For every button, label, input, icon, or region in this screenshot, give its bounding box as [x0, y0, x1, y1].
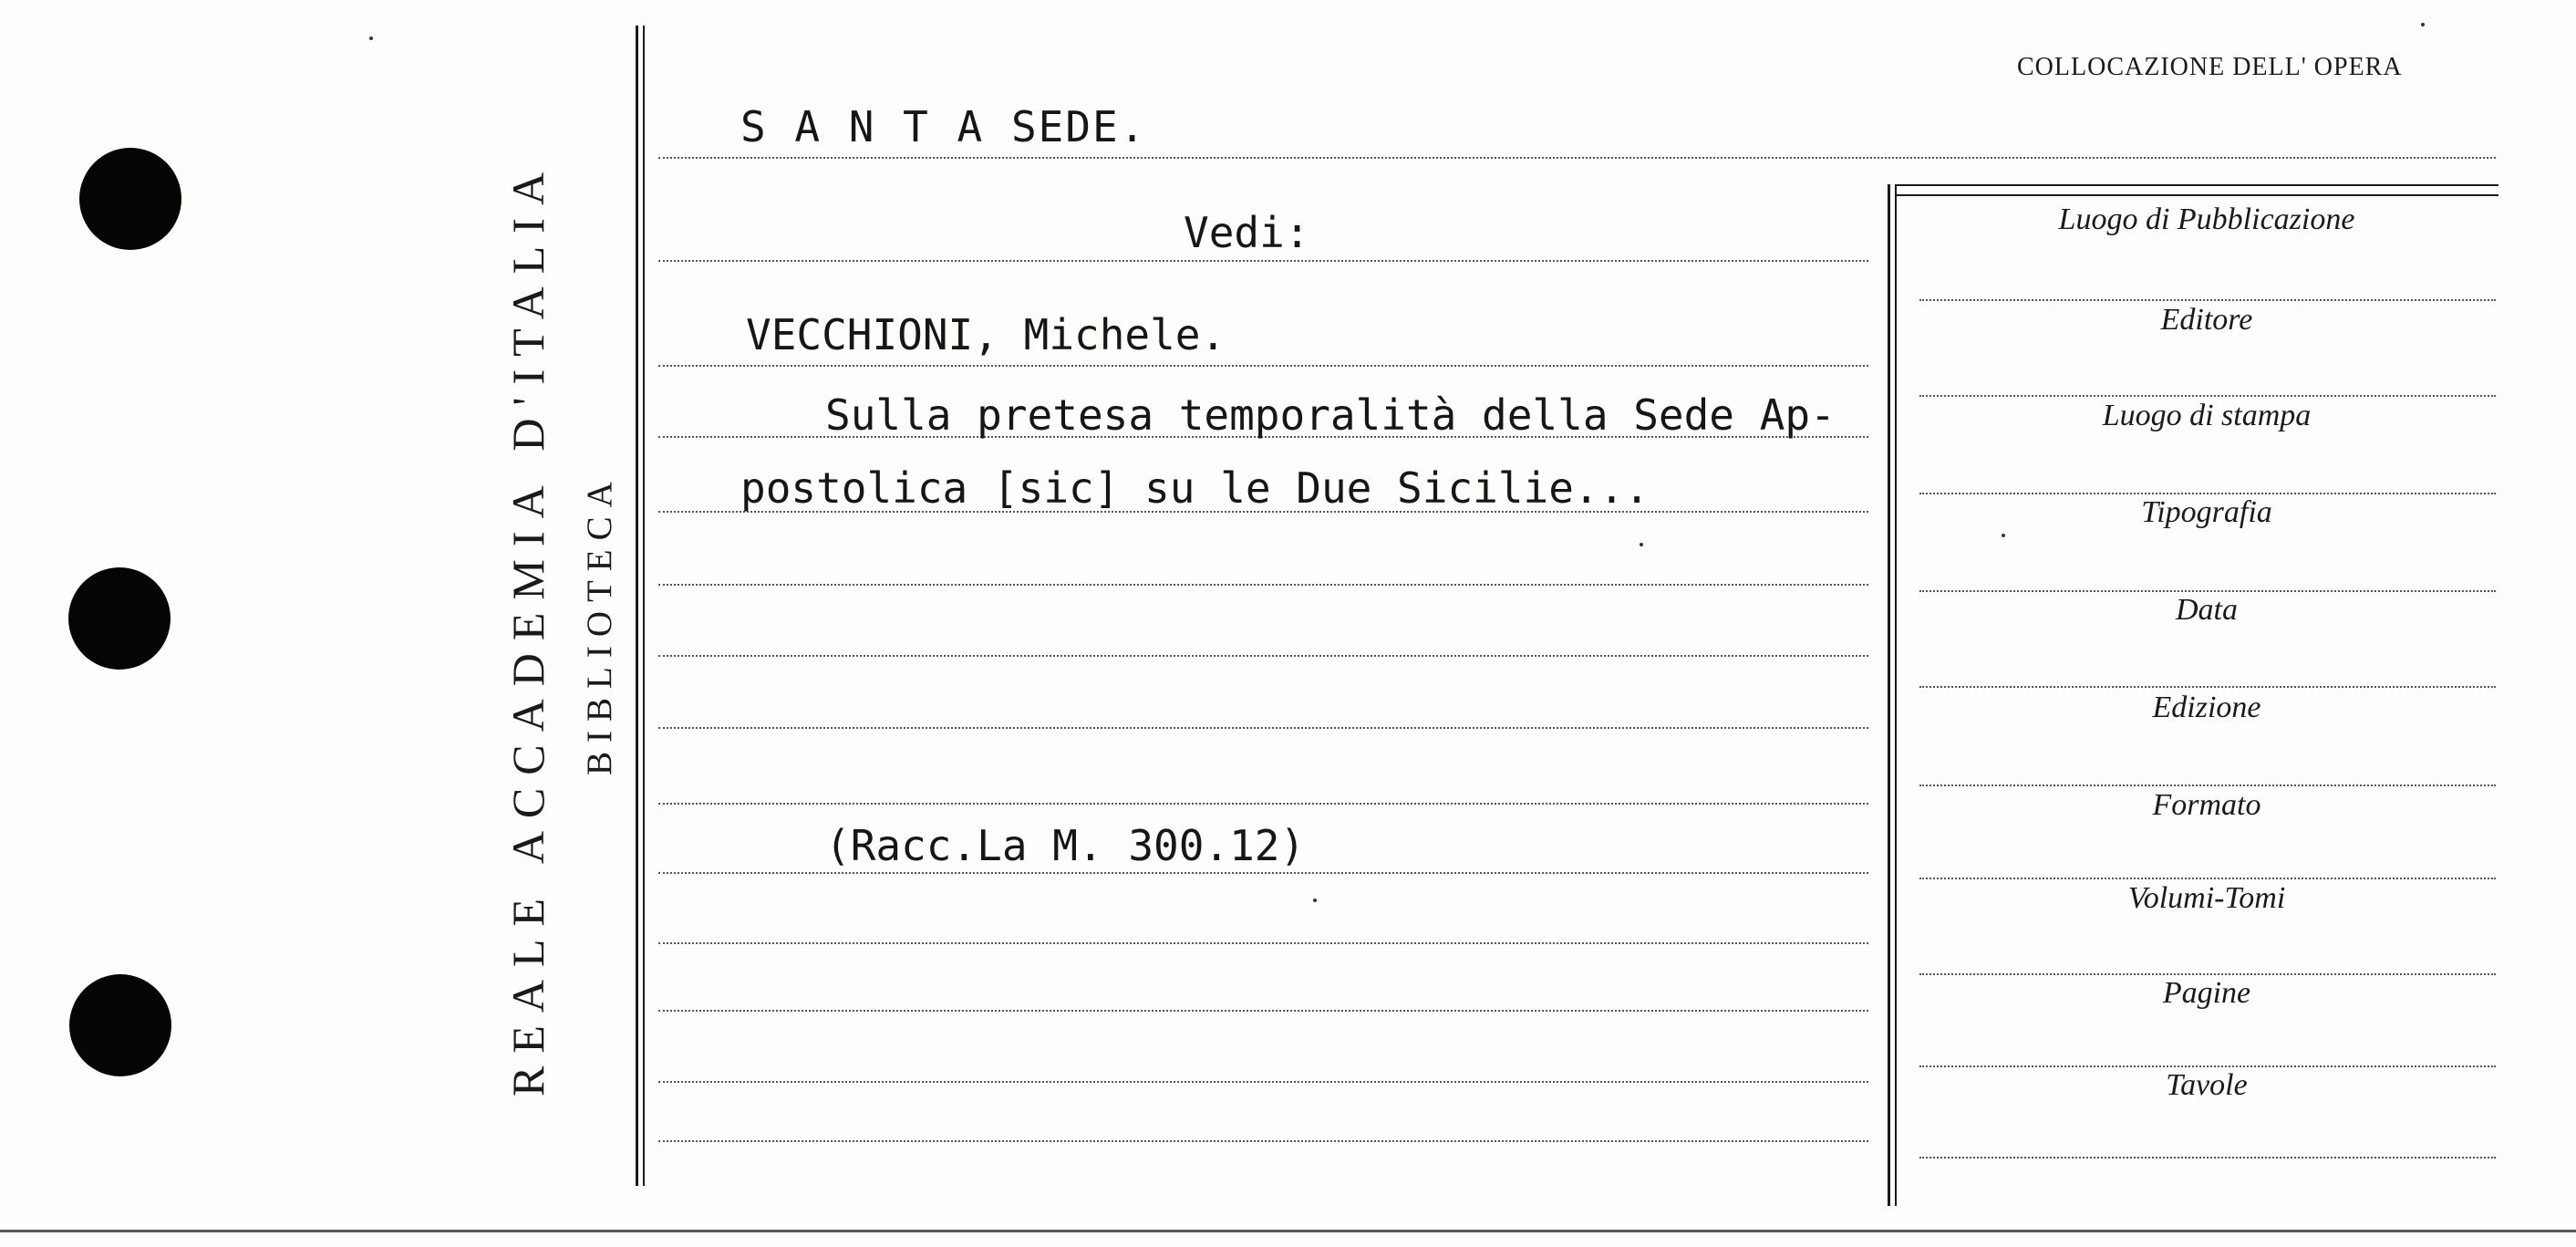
field-label: Data — [2176, 593, 2238, 627]
field-panel-top-rule — [1895, 184, 2498, 186]
ruled-line — [658, 157, 2496, 159]
field-panel-rule — [1888, 184, 1890, 1206]
punch-hole-top — [79, 148, 181, 250]
field-line — [1919, 686, 2496, 688]
field-panel-rule-inner — [1895, 184, 1897, 1206]
paper-speck — [2421, 23, 2425, 26]
field-label: Formato — [2152, 788, 2261, 822]
ruled-line — [658, 655, 1868, 657]
field-line — [1919, 590, 2496, 592]
ruled-line — [658, 942, 1868, 944]
ruled-line — [658, 1081, 1868, 1083]
field-line — [1919, 785, 2496, 786]
shelfmark: (Racc.La M. 300.12) — [825, 821, 1306, 870]
field-label: Tipografia — [2141, 495, 2272, 529]
see-reference: Vedi: — [1184, 208, 1310, 257]
ruled-line — [658, 365, 1868, 367]
field-label: Tavole — [2166, 1068, 2248, 1102]
ruled-line — [658, 803, 1868, 805]
field-line — [1919, 395, 2496, 397]
author-name: VECCHIONI, Michele. — [746, 310, 1226, 359]
field-label: Luogo di Pubblicazione — [2058, 203, 2355, 236]
field-label: Edizione — [2152, 691, 2261, 724]
card-bottom-edge — [0, 1230, 2576, 1232]
paper-speck — [369, 36, 373, 40]
paper-speck — [1313, 899, 1317, 902]
title-line-1: Sulla pretesa temporalità della Sede Ap- — [825, 390, 1836, 440]
punch-hole-middle — [68, 567, 171, 670]
ruled-line — [658, 260, 1868, 262]
field-line — [1919, 973, 2496, 975]
paper-speck — [1640, 543, 1643, 546]
field-label: Editore — [2160, 303, 2253, 337]
left-margin-rule — [636, 26, 638, 1186]
field-label: Volumi-Tomi — [2127, 881, 2286, 915]
field-line — [1919, 299, 2496, 301]
institution-name: REALE ACCADEMIA D'ITALIA — [502, 159, 553, 1096]
subject-heading: S A N T A SEDE. — [740, 102, 1147, 151]
ruled-line — [658, 727, 1868, 729]
field-label: Luogo di stampa — [2102, 399, 2312, 432]
field-panel-top-rule-inner — [1895, 194, 2498, 196]
field-line — [1919, 1065, 2496, 1067]
punch-hole-bottom — [69, 974, 171, 1076]
collocazione-label: COLLOCAZIONE DELL' OPERA — [2017, 53, 2403, 81]
title-line-2: postolica [sic] su le Due Sicilie... — [740, 463, 1650, 513]
ruled-line — [658, 584, 1868, 586]
ruled-line — [658, 1140, 1868, 1142]
field-line — [1919, 1157, 2496, 1159]
field-label: Pagine — [2162, 976, 2251, 1010]
ruled-line — [658, 1010, 1868, 1012]
left-margin-rule-inner — [643, 26, 645, 1186]
paper-speck — [2002, 534, 2005, 537]
field-line — [1919, 493, 2496, 494]
ruled-line — [658, 872, 1868, 874]
library-name: BIBLIOTECA — [580, 473, 619, 775]
field-line — [1919, 878, 2496, 879]
